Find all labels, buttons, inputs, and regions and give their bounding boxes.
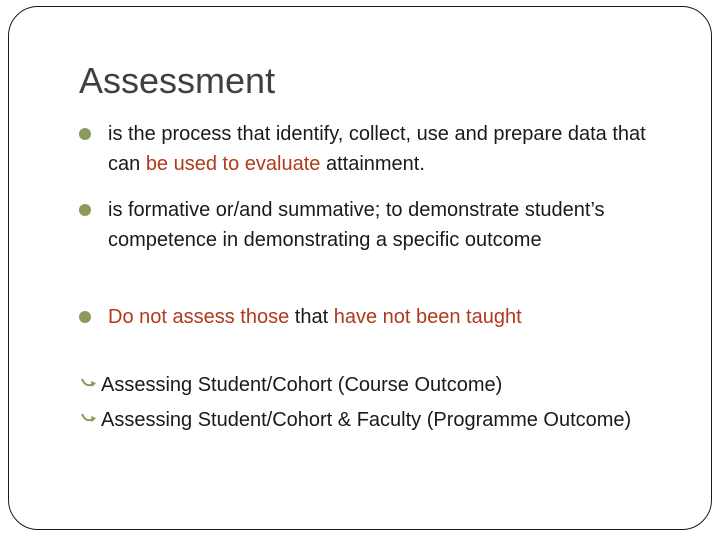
bullet-3-highlight-a: Do not assess those <box>108 306 290 328</box>
slide-title: Assessment <box>79 60 276 101</box>
sub-bullet-2 <box>101 403 661 437</box>
bullet-dot-icon <box>79 311 91 323</box>
bullet-1-text-a: is the process that identify, collect, use and prepare data that can <box>108 123 646 175</box>
bullet-1-text-b: attainment. <box>320 153 425 175</box>
curved-arrow-bullet-icon <box>81 411 99 428</box>
sub-bullet-2-text: Assessing Student/Cohort & Faculty (Programme Outcome) <box>101 409 632 431</box>
sub-bullet-1-text: Assessing Student/Cohort (Course Outcome) <box>101 374 503 396</box>
bullet-item-1 <box>108 119 668 179</box>
curved-arrow-bullet-icon <box>81 376 99 393</box>
bullet-item-3 <box>108 302 668 332</box>
bullet-3-text: that <box>289 306 334 328</box>
bullet-3-highlight-b: have not been taught <box>333 306 522 328</box>
bullet-2-text: is formative or/and summative; to demonstrate student’s competence in demonstrating a specific outcome <box>108 199 605 251</box>
bullet-item-2 <box>108 195 668 255</box>
bullet-dot-icon <box>79 204 91 216</box>
bullet-dot-icon <box>79 128 91 140</box>
bullet-1-highlight: be used to evaluate <box>145 153 321 175</box>
sub-bullet-1 <box>101 368 661 402</box>
